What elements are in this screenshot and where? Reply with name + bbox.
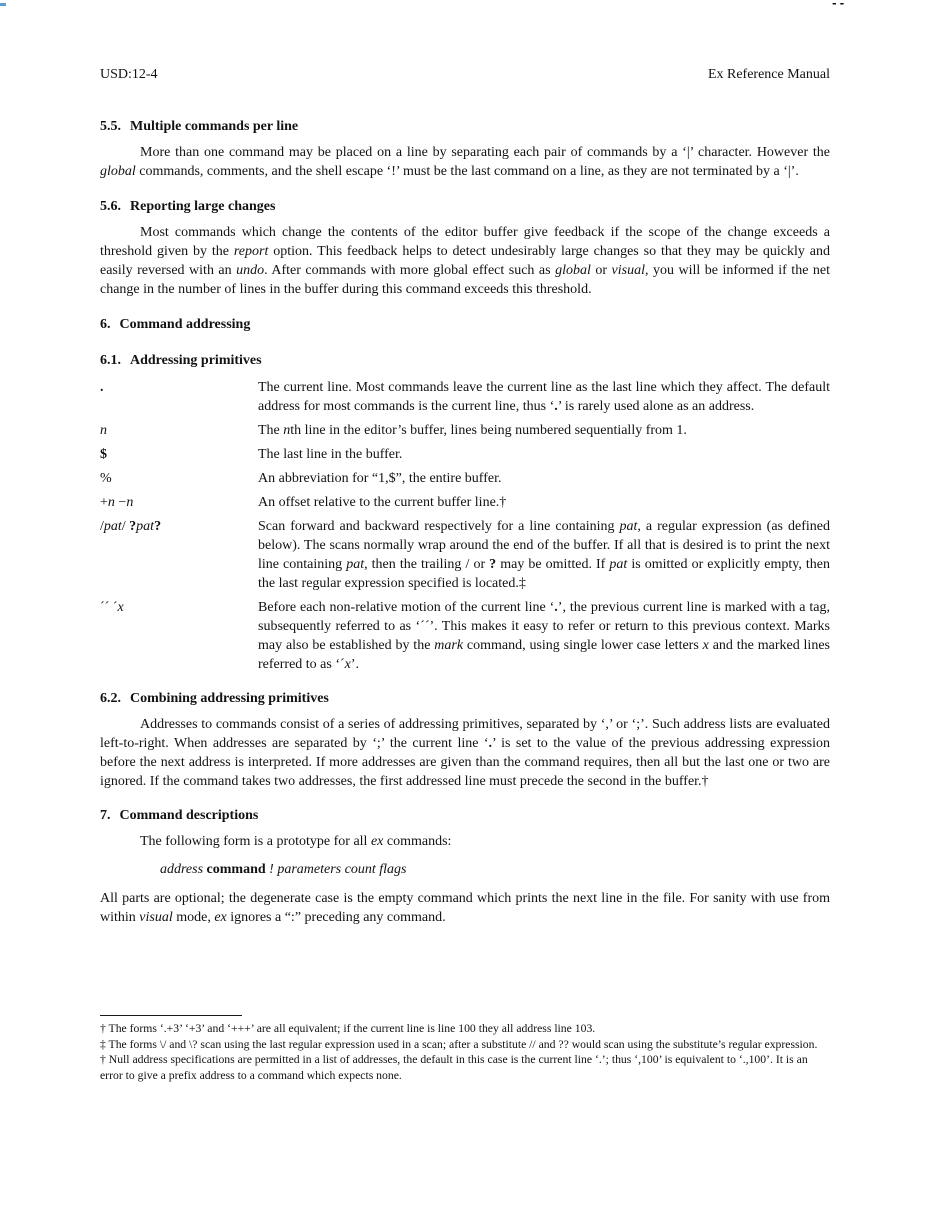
section-number: 6. [100, 317, 111, 332]
section-number: 5.5. [100, 119, 121, 134]
paragraph-7-intro: The following form is a prototype for all ex commands: [140, 834, 452, 849]
section-number: 7. [100, 808, 111, 823]
primitive-description: Scan forward and backward respectively for a line containing pat, a regular expression (as defined below). The scans normally wrap around the end of the buffer. If all that is desired is to print the next line containing pat, then the trailing / or ? may be omitted. If pat is omitted or explicitly empty, then the last regular expression specified is located.‡ [258, 519, 830, 591]
paragraph-5-5: More than one command may be placed on a line by separating each pair of commands by a ‘|’ character. However the global commands, comments, and the shell escape ‘!’ must be the last command on a line, as they are not terminated by a ‘|’. [100, 145, 830, 179]
addressing-primitives-list [100, 378, 830, 674]
primitive-symbol: n [100, 423, 107, 438]
section-number: 5.6. [100, 199, 121, 214]
footnote-separator [100, 1015, 242, 1016]
primitive-description: The nth line in the editor’s buffer, lines being numbered sequentially from 1. [258, 423, 687, 438]
primitive-symbol: ´´ ´x [100, 600, 124, 615]
command-prototype: address command ! parameters count flags [160, 862, 407, 877]
section-title: Multiple commands per line [130, 119, 299, 134]
primitive-symbol: +n −n [100, 495, 134, 510]
primitive-description: An offset relative to the current buffer line.† [258, 495, 507, 510]
primitive-symbol: % [100, 471, 112, 486]
primitive-description: An abbreviation for “1,$”, the entire buffer. [258, 471, 502, 486]
list-item [100, 445, 830, 464]
primitive-symbol: /pat/ ?pat? [100, 519, 162, 534]
primitive-description: The last line in the buffer. [258, 447, 403, 462]
scan-artifact-mark [0, 3, 6, 6]
page-header [100, 66, 830, 84]
section-title: Combining addressing primitives [130, 691, 329, 706]
primitive-description: Before each non-relative motion of the current line ‘.’, the previous current line is marked with a tag, subsequently referred to as ‘´´’. This makes it easy to refer or return to this previous context. Marks may also be established by the mark command, using single lower case letters x and the marked lines referred to as ‘´x’. [258, 600, 830, 672]
section-heading-6 [100, 316, 830, 334]
section-heading-5-5 [100, 118, 830, 136]
section-heading-6-1 [100, 352, 830, 370]
page-number: USD:12-4 [100, 67, 158, 82]
list-item [100, 598, 830, 674]
primitive-symbol: . [100, 380, 104, 395]
footnotes-block [100, 1015, 830, 1084]
footnote: † Null address specifications are permitted in a list of addresses, the default in this case is the current line ‘.’; thus ‘,100’ is equivalent to ‘.,100’. It is an error to give a prefix address to a command which expects none. [100, 1053, 808, 1083]
primitive-description: The current line. Most commands leave the current line as the last line which they affect. The default address for most commands is the current line, thus ‘.’ is rarely used alone as an address. [258, 380, 830, 414]
primitive-symbol: $ [100, 447, 107, 462]
document-page [100, 0, 830, 927]
paragraph-5-6: Most commands which change the contents of the editor buffer give feedback if the scope of the change exceeds a threshold given by the report option. This feedback helps to detect undesirably large changes so that they may be quickly and easily reversed with an undo. After commands with more global effect such as global or visual, you will be informed if the net change in the number of lines in the buffer during this command exceeds this threshold. [100, 225, 831, 297]
corner-dashes: -- [831, 0, 847, 10]
paragraph-6-2: Addresses to commands consist of a series of addressing primitives, separated by ‘,’ or ‘;’. Such address lists are evaluated left-to-right. When addresses are separated by ‘;’ the current line ‘.’ is set to the value of the previous addressing expression before the next address is interpreted. If more addresses are given than the command requires, then all but the last one or two are ignored. If the command takes two addresses, the first addressed line must precede the second in the buffer.† [100, 717, 830, 789]
list-item [100, 493, 830, 512]
section-heading-6-2 [100, 690, 830, 708]
section-heading-5-6 [100, 198, 830, 216]
list-item [100, 378, 830, 416]
paragraph-7-body: All parts are optional; the degenerate case is the empty command which prints the next line in the file. For sanity with use from within visual mode, ex ignores a “:” preceding any command. [100, 891, 830, 925]
section-title: Addressing primitives [130, 353, 262, 368]
list-item [100, 421, 830, 440]
section-number: 6.1. [100, 353, 121, 368]
list-item [100, 517, 830, 593]
section-title: Reporting large changes [130, 199, 276, 214]
section-title: Command descriptions [119, 808, 259, 823]
document-title: Ex Reference Manual [707, 67, 830, 82]
section-title: Command addressing [119, 317, 251, 332]
section-number: 6.2. [100, 691, 121, 706]
footnote: ‡ The forms \/ and \? scan using the last regular expression used in a scan; after a substitute // and ?? would scan using the substitute’s regular expression. [100, 1037, 818, 1051]
footnote: † The forms ‘.+3’ ‘+3’ and ‘+++’ are all equivalent; if the current line is line 100 they all address line 103. [100, 1022, 596, 1035]
section-heading-7 [100, 807, 830, 825]
list-item [100, 469, 830, 488]
